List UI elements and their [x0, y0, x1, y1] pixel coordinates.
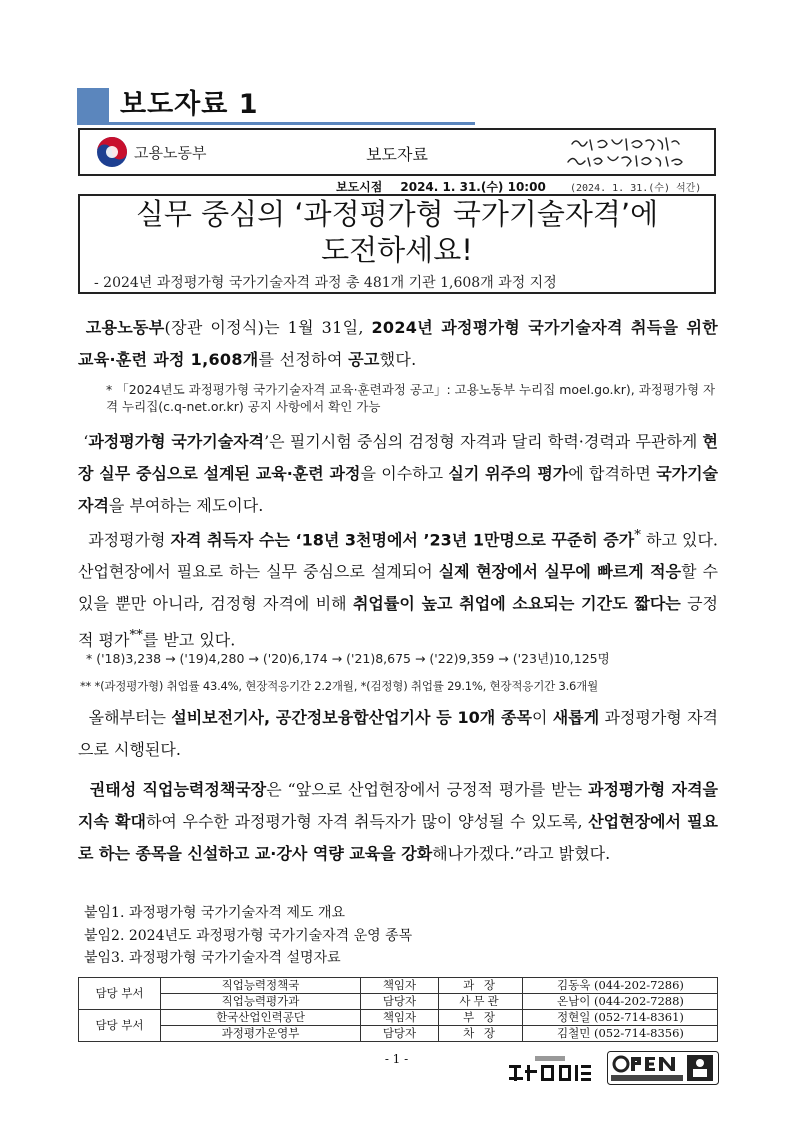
org-cell: 직업능력평가과: [161, 994, 361, 1010]
handwritten-slogan: [554, 134, 704, 172]
name-cell: 김동욱 (044-202-7286): [523, 978, 718, 994]
p3-emphasis: 자격 취득자 수는 ‘18년 3천명에서 ’23년 1만명으로 꾸준히 증가: [170, 530, 635, 550]
masthead: [78, 128, 716, 176]
header-accent-block: [77, 88, 109, 122]
dept-cell: 담당 부서: [79, 978, 161, 1010]
org-cell: 직업능력정책국: [161, 978, 361, 994]
p3-text: 를 받고 있다.: [142, 630, 236, 650]
attachment-list: [84, 902, 412, 970]
footnote-announcement: * 「2024년도 과정평가형 국가기술자격 교육·훈련과정 공고」: 고용노동부 누리집 moel.go.kr), 과정평가형 자격 누리집(c.q-net.or.kr) 공지 사항에서 확인 가능: [106, 382, 716, 414]
paragraph-2: [78, 426, 718, 522]
headline-subtitle: - 2024년 과정평가형 국가기술자격 과정 총 481개 기관 1,608개 과정 지정: [94, 275, 557, 291]
attachment-item: 붙임3. 과정평가형 국가기술자격 설명자료: [84, 950, 341, 966]
open-license-badge: [607, 1051, 719, 1085]
p4-emphasis: 설비보전기사, 공간정보융합산업기사 등 10개 종목: [171, 708, 532, 727]
p3-text: 할 수 있을 뿐만 아니라, 검정형 자격에 비해: [78, 562, 719, 614]
p4-text: 이: [531, 708, 553, 727]
table-row: [79, 1026, 718, 1042]
headline-box: [78, 194, 716, 294]
p3-emphasis: 실제 현장에서 실무에 빠르게 적응: [438, 562, 682, 582]
p1-ministry: 고용노동부: [85, 318, 165, 337]
attachment-item: 붙임1. 과정평가형 국가기술자격 제도 개요: [84, 905, 346, 921]
table-row: [79, 994, 718, 1010]
p2-text: 에 합격하면: [568, 464, 657, 483]
position-cell: 과 장: [439, 978, 523, 994]
table-row: [79, 1010, 718, 1026]
position-cell: 사무관: [439, 994, 523, 1010]
p4-text: 올해부터는: [88, 708, 172, 727]
p5-emphasis: 권태성 직업능력정책국장: [89, 780, 267, 799]
header-underline: [77, 122, 475, 125]
headline-line2: 도전하세요!: [321, 233, 473, 267]
contact-table: [78, 977, 718, 1042]
headline: [80, 196, 714, 268]
p5-emphasis: 산업현장에서 필요로 하는 종목을 신설하고 교·강사 역량 교육을 강화: [78, 812, 718, 863]
masthead-label: 보도자료: [366, 145, 428, 164]
p5-text: 하여 우수한 과정평가형 자격 취득자가 많이 양성될 수 있도록,: [145, 812, 589, 831]
embargo-note: (2024. 1. 31.(수) 석간): [570, 183, 702, 194]
footnote-employment: ** *(과정평가형) 취업률 43.4%, 현장적응기간 2.2개월, *(검정형) 취업률 29.1%, 현장적응기간 3.6개월: [80, 679, 598, 693]
attachment-item: 붙임2. 2024년도 과정평가형 국가기술자격 운영 종목: [84, 927, 413, 944]
role-cell: 담당자: [361, 994, 439, 1010]
p3-text: 긍정적 평가: [78, 594, 718, 650]
p2-text: 을 이수하고: [360, 464, 449, 483]
table-row: [79, 978, 718, 994]
p5-text: 은 “앞으로 산업현장에서 긍정적 평가를 받는: [266, 780, 588, 799]
org-cell: 과정평가운영부: [161, 1026, 361, 1042]
role-cell: 책임자: [361, 978, 439, 994]
name-cell: 김철민 (052-714-8356): [523, 1026, 718, 1042]
p4-emphasis: 새롭게: [552, 708, 600, 727]
headline-line1: 실무 중심의 ‘과정평가형 국가기술자격’에: [135, 197, 659, 231]
role-cell: 담당자: [361, 1026, 439, 1042]
ministry-name: 고용노동부: [134, 143, 207, 162]
p3-footnote-mark: *: [634, 528, 641, 543]
p2-emphasis: 국가기술자격: [78, 464, 719, 515]
p2-emphasis: 과정평가형 국가기술자격: [88, 432, 265, 451]
p3-footnote-mark: **: [129, 628, 143, 644]
org-cell: 한국산업인력공단: [161, 1010, 361, 1026]
p1-emphasis: 공고: [348, 350, 380, 369]
p3-emphasis: 취업률이 높고 취업에 소요되는 기간도 짧다는: [352, 594, 681, 614]
p2-text: ‘: [83, 432, 89, 451]
paragraph-5: [78, 774, 718, 870]
p1-text: 를 선정하여: [258, 350, 349, 369]
page-title: 보도자료 1: [120, 89, 259, 120]
footnote-acquirers: * ('18)3,238 → ('19)4,280 → ('20)6,174 → ('21)8,675 → ('22)9,359 → ('23년)10,125명: [86, 651, 610, 666]
release-time: [336, 178, 546, 195]
p1-text: (장관 이정식)는 1월 31일,: [164, 318, 372, 337]
p2-emphasis: 현장 실무 중심으로 설계된 교육·훈련 과정: [78, 432, 718, 483]
role-cell: 책임자: [361, 1010, 439, 1026]
p3-text: 과정평가형: [88, 530, 171, 550]
position-cell: 부 장: [439, 1010, 523, 1026]
p5-emphasis: 과정평가형 자격을 지속 확대: [78, 780, 719, 831]
position-cell: 차 장: [439, 1026, 523, 1042]
p2-text: ’은 필기시험 중심의 검정형 자격과 달리 학력·경력과 무관하게: [264, 432, 703, 451]
p1-emphasis: 2024년 과정평가형 국가기술자격 취득을 위한 교육·훈련 과정 1,608개: [78, 318, 718, 369]
p5-text: 해나가겠다.”라고 밝혔다.: [432, 844, 611, 863]
release-time-label: 보도시점: [336, 180, 383, 194]
p2-text: 을 부여하는 제도이다.: [108, 496, 264, 515]
paragraph-1: [78, 312, 718, 376]
p2-emphasis: 실기 위주의 평가: [448, 464, 569, 483]
dept-cell: 담당 부서: [79, 1010, 161, 1042]
paragraph-3: [78, 520, 718, 657]
p3-text: 하고 있다. 산업현장에서 필요로 하는 실무 중심으로 설계되어: [78, 530, 719, 582]
p4-text: 과정평가형 자격으로 시행된다.: [78, 708, 719, 759]
page-number: - 1 -: [384, 1052, 409, 1066]
release-datetime: 2024. 1. 31.(수) 10:00: [400, 180, 546, 194]
policy-briefing-logo: [505, 1055, 595, 1085]
p1-text: 했다.: [379, 350, 417, 369]
name-cell: 정현일 (052-714-8361): [523, 1010, 718, 1026]
name-cell: 온남이 (044-202-7288): [523, 994, 718, 1010]
paragraph-4: [78, 702, 718, 766]
